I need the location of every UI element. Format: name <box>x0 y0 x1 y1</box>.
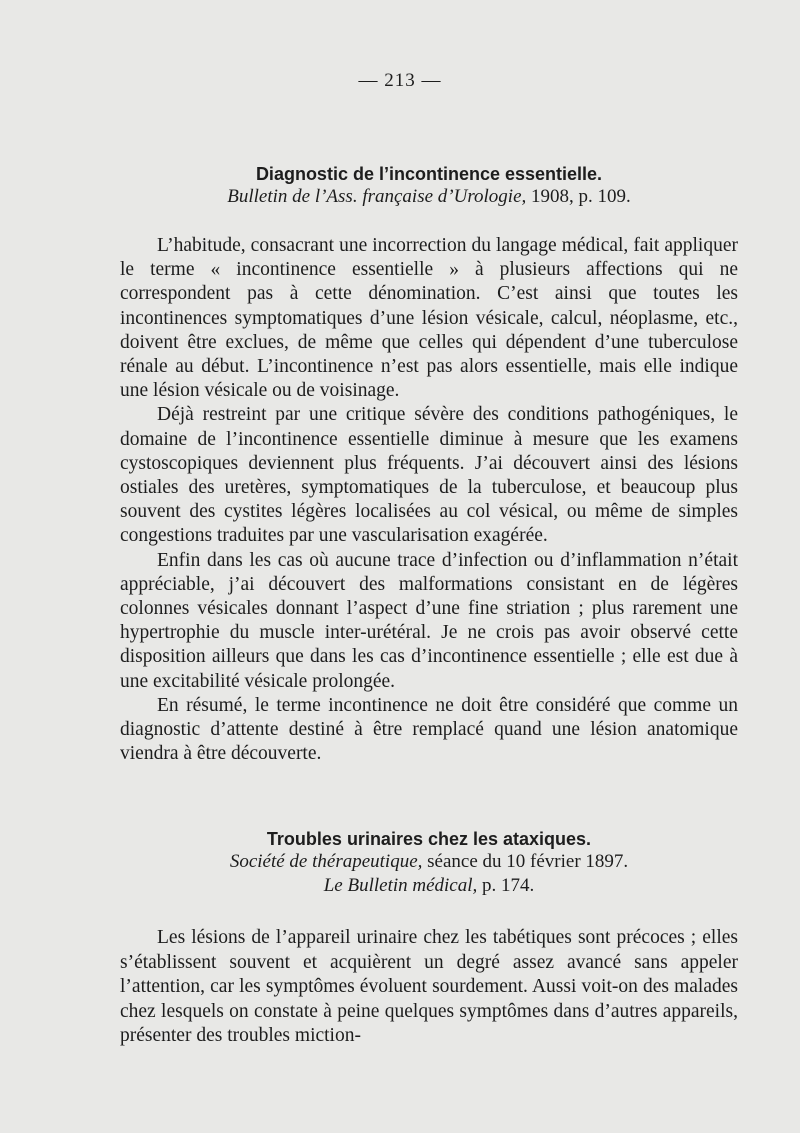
source-journal: Bulletin de l’Ass. française d’Urologie, <box>227 186 527 207</box>
article-title: Troubles urinaires chez les ataxiques. <box>266 829 592 849</box>
paragraph: En résumé, le terme incontinence ne doit être considéré que comme un diagnostic d’attente destiné à être remplacé quand une lésion anatomique viendra à être découverte. <box>120 694 738 765</box>
article-source-secondary <box>120 874 738 898</box>
paragraph: L’habitude, consacrant une incorrection du langage médical, fait appliquer le terme « incontinence essentielle » à plusieurs affections qui ne correspondent pas à cette dénomination. C’est ainsi que toutes les incontinences symptomatiques d’une lésion vésicale, calcul, néoplasme, etc., doivent être exclues, de même que celles qui dépendent d’une tuberculose rénale au début. L’incontinence n’est pas alors essentielle, mais elle indique une lésion vésicale ou de voisinage. <box>120 235 738 402</box>
article-diagnostic-incontinence <box>120 163 738 766</box>
source-session: séance du 10 février 1897. <box>422 851 629 872</box>
source-journal: Le Bulletin médical, <box>323 875 478 896</box>
page-number: — 213 — <box>358 70 442 91</box>
source-page: p. 174. <box>477 875 535 896</box>
source-society: Société de thérapeutique, <box>229 851 423 872</box>
paragraph: Les lésions de l’appareil urinaire chez les tabétiques sont précoces ; elles s’établissent souvent et acquièrent un degré assez avancé sans appeler l’attention, car les symptômes évoluent sourdement. Aussi voit-on des malades chez lesquels on constate à peine quelques symptômes dans d’autres appareils, présenter des troubles miction- <box>120 927 738 1046</box>
paragraph: Déjà restreint par une critique sévère des conditions pathogéniques, le domaine de l’incontinence essentielle diminue à mesure que les examens cystoscopiques deviennent plus fréquents. J’ai découvert ainsi des lésions ostiales des uretères, symptomatiques de la tuberculose, et beaucoup plus souvent des cystites légères localisées au col vésical, ou même de simples congestions traduites par une vascularisation exagérée. <box>120 404 738 547</box>
article-troubles-urinaires <box>120 828 738 1049</box>
article-body <box>120 234 738 766</box>
article-title: Diagnostic de l’incontinence essentielle. <box>255 164 603 184</box>
paragraph: Enfin dans les cas où aucune trace d’infection ou d’inflammation n’était appréciable, j’ai découvert des malformations consistant en de légères colonnes vésicales donnant l’aspect d’une fine striation ; plus rarement une hypertrophie du muscle inter-urétéral. Je ne crois pas avoir observé cette disposition ailleurs que dans les cas d’incontinence essentielle ; elle est due à une excitabilité vésicale prolongée. <box>120 549 738 692</box>
article-source <box>120 185 738 209</box>
article-body <box>120 926 738 1049</box>
article-source <box>120 850 738 874</box>
source-details: 1908, p. 109. <box>526 186 631 207</box>
